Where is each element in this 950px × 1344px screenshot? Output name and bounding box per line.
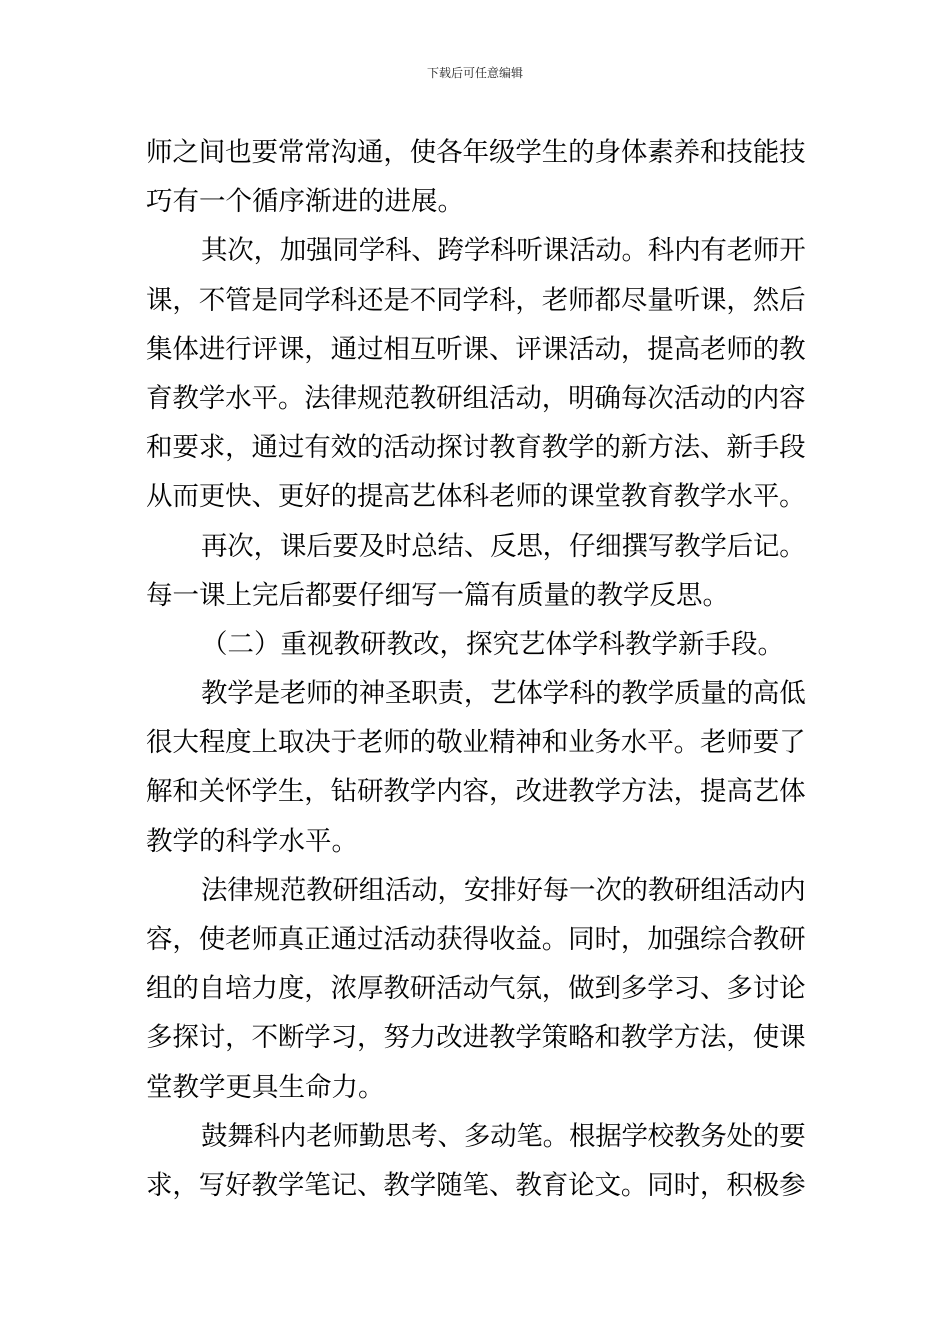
text-line: 从而更快、更好的提高艺体科老师的课堂教育教学水平。	[146, 481, 806, 513]
text-line: 其次，加强同学科、跨学科听课活动。科内有老师开	[201, 235, 806, 267]
text-line: 堂教学更具生命力。	[146, 1071, 385, 1103]
text-line: 每一课上完后都要仔细写一篇有质量的教学反思。	[146, 579, 729, 611]
text-line: 再次，课后要及时总结、反思，仔细撰写教学后记。	[201, 530, 806, 562]
text-line: （二）重视教研教改，探究艺体学科教学新手段。	[201, 628, 784, 660]
text-line: 求，写好教学笔记、教学随笔、教育论文。同时，积极参	[146, 1169, 806, 1201]
text-line: 课，不管是同学科还是不同学科，老师都尽量听课，然后	[146, 284, 806, 316]
page-header: 下载后可任意编辑	[426, 66, 523, 80]
text-line: 解和关怀学生，钻研教学内容，改进教学方法，提高艺体	[146, 776, 806, 808]
document-body	[146, 128, 806, 1210]
text-line: 法律规范教研组活动，安排好每一次的教研组活动内	[201, 874, 806, 906]
text-line: 师之间也要常常沟通，使各年级学生的身体素养和技能技	[146, 137, 806, 168]
text-line: 育教学水平。法律规范教研组活动，明确每次活动的内容	[146, 382, 806, 414]
text-line: 很大程度上取决于老师的敬业精神和业务水平。老师要了	[146, 727, 806, 759]
text-line: 鼓舞科内老师勤思考、多动笔。根据学校教务处的要	[201, 1120, 806, 1152]
text-line: 多探讨，不断学习，努力改进教学策略和教学方法，使课	[146, 1022, 806, 1054]
text-line: 教学是老师的神圣职责，艺体学科的教学质量的高低	[201, 678, 806, 710]
text-line: 巧有一个循序渐进的进展。	[146, 186, 464, 218]
text-line: 集体进行评课，通过相互听课、评课活动，提高老师的教	[146, 333, 806, 365]
text-line: 组的自培力度，浓厚教研活动气氛，做到多学习、多讨论	[146, 973, 806, 1005]
text-line: 容，使老师真正通过活动获得收益。同时，加强综合教研	[146, 924, 806, 955]
text-line: 教学的科学水平。	[146, 825, 358, 857]
text-line: 和要求，通过有效的活动探讨教育教学的新方法、新手段	[146, 432, 806, 464]
